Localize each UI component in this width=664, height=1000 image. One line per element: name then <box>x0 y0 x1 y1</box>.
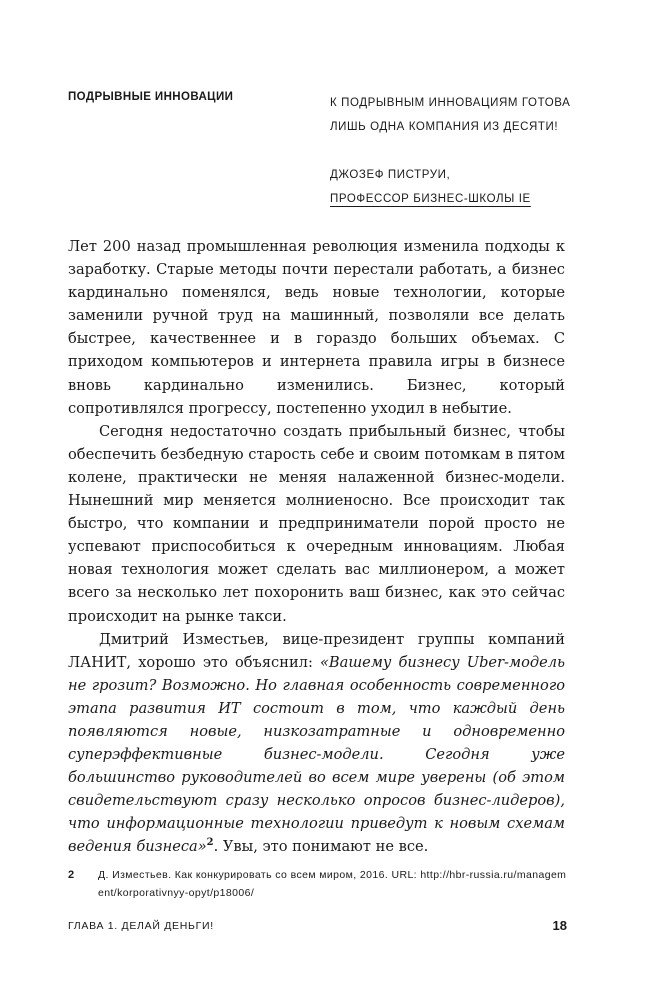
paragraph: Сегодня недостаточно создать прибыльный бизнес, чтобы обеспечить безбедную старость себе и своим потомкам в пятом колене, практически не меняя налаженной бизнес-модели. Нынешний мир меняется молниеносно. Все происходит так быстро, что компании и предприниматели порой просто не успевают приспособиться к очередным инновациям. Любая новая технология может сделать вас миллионером, а может всего за несколько лет похоронить ваш бизнес, как это сейчас происходит на рынке такси. <box>68 422 565 625</box>
body-text <box>68 235 565 859</box>
footnote-text: Д. Изместьев. Как конкурировать со всем миром, 2016. URL: http://hbr-russia.ru/management/korporativnyy-opyt/p18006/ <box>98 869 567 899</box>
quote-intro: Дмитрий Изместьев, вице-президент группы компаний ЛАНИТ, хорошо это объяснил: <box>68 630 565 671</box>
epigraph-author <box>330 163 610 211</box>
quote-text: «Вашему бизнесу Uber-модель не грозит? Возможно. Но главная особенность современного этапа развития ИТ состоит в том, что каждый день появляются новые, низкозатратные и одновременно суперэффективные бизнес-модели. Сегодня уже большинство руководителей во всем мире уверены (об этом свидетельствуют сразу несколько опросов бизнес-лидеров), что информационные технологии приведут к новым схемам ведения бизнеса» <box>68 653 565 856</box>
section-title: ПОДРЫВНЫЕ ИННОВАЦИИ <box>68 91 234 103</box>
chapter-footer: ГЛАВА 1. ДЕЛАЙ ДЕНЬГИ! <box>68 920 214 932</box>
epigraph <box>330 91 610 211</box>
paragraph: Лет 200 назад промышленная революция изменила подходы к заработку. Старые методы почти перестали работать, а бизнес кардинально поменялся, ведь новые технологии, которые заменили ручной труд на машинный, позволяли все делать быстрее, качественнее и в гораздо больших объемах. С приходом компьютеров и интернета правила игры в бизнесе вновь кардинально изменились. Бизнес, который сопротивлялся прогрессу, постепенно уходил в небытие. <box>68 238 565 417</box>
quote-outro: . Увы, это понимают не все. <box>213 838 429 856</box>
epigraph-author-title: ПРОФЕССОР БИЗНЕС-ШКОЛЫ IE <box>330 193 531 205</box>
footnote <box>68 866 568 902</box>
paragraph <box>68 628 565 859</box>
page-number: 18 <box>552 918 567 933</box>
epigraph-quote: К ПОДРЫВНЫМ ИННОВАЦИЯМ ГОТОВА ЛИШЬ ОДНА КОМПАНИЯ ИЗ ДЕСЯТИ! <box>330 97 571 133</box>
epigraph-author-name: ДЖОЗЕФ ПИСТРУИ, <box>330 169 451 181</box>
footnote-reference[interactable]: 2 <box>206 837 214 849</box>
footnote-number: 2 <box>68 869 75 881</box>
